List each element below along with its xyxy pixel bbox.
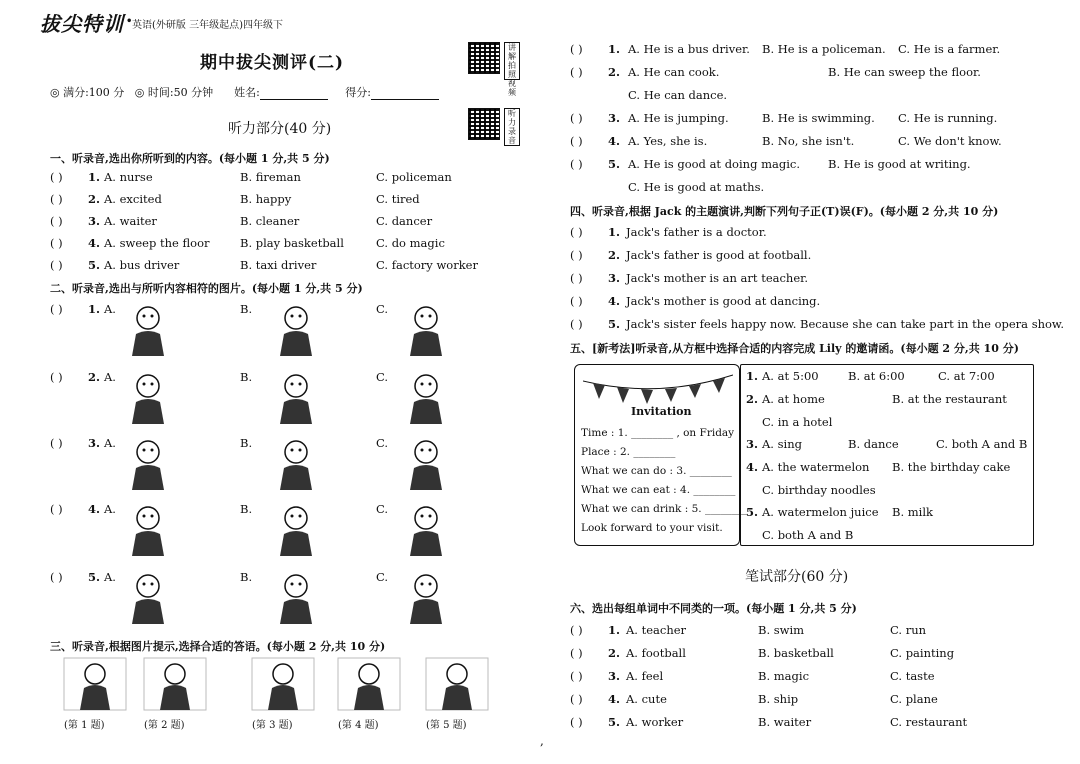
illustration-icon <box>142 656 208 712</box>
statement-text: Jack's sister feels happy now. Because she can take part in the opera show. <box>626 317 1065 331</box>
answer-bracket[interactable]: ( ) <box>570 134 583 148</box>
question-number: 2. <box>608 248 621 262</box>
question-number: 4. <box>88 236 101 250</box>
picture-option-a[interactable]: A. <box>104 502 116 516</box>
picture-caption: (第 2 题) <box>144 720 185 731</box>
option-b[interactable]: B. He is a policeman. <box>762 42 886 56</box>
option-b[interactable]: B. He is swimming. <box>762 111 875 125</box>
option-c[interactable]: C. taste <box>890 669 935 683</box>
option-b[interactable]: B. swim <box>758 623 805 637</box>
option-number: 2. <box>746 392 759 406</box>
q2-title: 二、听录音,选出与所听内容相符的图片。(每小题 1 分,共 5 分) <box>50 282 363 295</box>
option-c[interactable]: C. painting <box>890 646 955 660</box>
bunting-decoration <box>583 371 733 407</box>
option-b[interactable]: B. the birthday cake <box>892 460 1011 474</box>
card-line: Look forward to your visit. <box>581 522 723 534</box>
option-b[interactable]: B. happy <box>240 192 292 206</box>
illustration-icon[interactable] <box>122 570 174 626</box>
picture-option-c[interactable]: C. <box>376 570 389 584</box>
option-c[interactable]: C. He is good at maths. <box>628 180 765 194</box>
statement-text: Jack's father is a doctor. <box>626 225 767 239</box>
question-number: 3. <box>608 111 621 125</box>
option-c[interactable]: C. He is a farmer. <box>898 42 1001 56</box>
option-number: 4. <box>746 460 759 474</box>
question-number: 4. <box>608 134 621 148</box>
option-c[interactable]: C. birthday noodles <box>762 483 876 497</box>
option-a[interactable]: A. at home <box>762 392 825 406</box>
illustration-icon[interactable] <box>270 302 322 358</box>
question-number: 3. <box>88 436 101 450</box>
time-limit: ◎ 时间:50 分钟 <box>134 86 214 99</box>
answer-bracket[interactable]: ( ) <box>50 214 63 228</box>
option-a[interactable]: A. the watermelon <box>762 460 870 474</box>
picture-option-b[interactable]: B. <box>240 502 253 516</box>
illustration-icon[interactable] <box>122 436 174 492</box>
score-label: 得分: <box>345 86 371 99</box>
answer-bracket[interactable]: ( ) <box>50 436 63 450</box>
picture-option-c[interactable]: C. <box>376 370 389 384</box>
statement-text: Jack's mother is good at dancing. <box>626 294 821 308</box>
question-number: 4. <box>608 692 621 706</box>
option-a[interactable]: A. nurse <box>104 170 153 184</box>
statement-text: Jack's father is good at football. <box>626 248 812 262</box>
option-c[interactable]: C. We don't know. <box>898 134 1002 148</box>
illustration-icon[interactable] <box>400 370 452 426</box>
option-a[interactable]: A. Yes, she is. <box>628 134 708 148</box>
option-a[interactable]: A. sing <box>762 437 802 451</box>
question-number: 1. <box>608 623 621 637</box>
option-b[interactable]: B. play basketball <box>240 236 344 250</box>
option-c[interactable]: C. tired <box>376 192 420 206</box>
option-b[interactable]: B. at 6:00 <box>848 369 905 383</box>
qr-label: 听力录音 <box>504 108 520 146</box>
brand-logo: 拔尖特训 <box>40 12 124 36</box>
qr-label: 讲解拍照视频 <box>504 42 520 80</box>
answer-bracket[interactable]: ( ) <box>570 248 583 262</box>
picture-caption: (第 3 题) <box>252 720 293 731</box>
option-c[interactable]: C. at 7:00 <box>938 369 995 383</box>
answer-bracket[interactable]: ( ) <box>570 317 583 331</box>
card-line: What we can do : 3. ________ <box>581 465 732 477</box>
option-c[interactable]: C. run <box>890 623 927 637</box>
picture-caption: (第 5 题) <box>426 720 467 731</box>
option-b[interactable]: B. at the restaurant <box>892 392 1007 406</box>
option-a[interactable]: A. at 5:00 <box>762 369 819 383</box>
picture-option-c[interactable]: C. <box>376 302 389 316</box>
q5-title: 五、[新考法]听录音,从方框中选择合适的内容完成 Lily 的邀请函。(每小题 2 分,共 10 分) <box>570 342 1019 355</box>
answer-bracket[interactable]: ( ) <box>570 65 583 79</box>
option-a[interactable]: A. waiter <box>104 214 157 228</box>
option-a[interactable]: A. excited <box>104 192 162 206</box>
option-c[interactable]: C. He is running. <box>898 111 998 125</box>
question-number: 3. <box>88 214 101 228</box>
illustration-icon[interactable] <box>270 370 322 426</box>
picture-option-b[interactable]: B. <box>240 436 253 450</box>
footer-mark: , <box>540 734 544 748</box>
option-b[interactable]: B. fireman <box>240 170 301 184</box>
q1-title: 一、听录音,选出你所听到的内容。(每小题 1 分,共 5 分) <box>50 152 330 165</box>
option-a[interactable]: A. He is jumping. <box>628 111 729 125</box>
illustration-icon <box>250 656 316 712</box>
question-number: 1. <box>88 302 101 316</box>
illustration-icon[interactable] <box>122 502 174 558</box>
option-number: 1. <box>746 369 759 383</box>
answer-bracket[interactable]: ( ) <box>50 370 63 384</box>
score-field[interactable] <box>371 88 439 100</box>
question-number: 3. <box>608 669 621 683</box>
option-c[interactable]: C. plane <box>890 692 938 706</box>
card-line: What we can eat : 4. ________ <box>581 484 736 496</box>
answer-bracket[interactable]: ( ) <box>570 715 583 729</box>
option-b[interactable]: B. waiter <box>758 715 812 729</box>
option-a[interactable]: A. teacher <box>626 623 687 637</box>
answer-bracket[interactable]: ( ) <box>50 502 63 516</box>
answer-bracket[interactable]: ( ) <box>570 646 583 660</box>
option-b[interactable]: B. dance <box>848 437 899 451</box>
exam-meta <box>50 84 439 100</box>
card-line: What we can drink : 5. ________ <box>581 503 747 515</box>
illustration-icon <box>62 656 128 712</box>
invitation-heading: Invitation <box>631 405 692 418</box>
option-number: 3. <box>746 437 759 451</box>
question-number: 1. <box>608 42 621 56</box>
answer-bracket[interactable]: ( ) <box>50 170 63 184</box>
answer-bracket[interactable]: ( ) <box>570 111 583 125</box>
option-c[interactable]: C. do magic <box>376 236 445 250</box>
option-a[interactable]: A. cute <box>626 692 667 706</box>
answer-bracket[interactable]: ( ) <box>570 669 583 683</box>
option-c[interactable]: C. restaurant <box>890 715 968 729</box>
answer-bracket[interactable]: ( ) <box>50 570 63 584</box>
question-number: 5. <box>608 715 621 729</box>
question-number: 2. <box>88 370 101 384</box>
picture-option-a[interactable]: A. <box>104 436 116 450</box>
option-b[interactable]: B. No, she isn't. <box>762 134 855 148</box>
illustration-icon[interactable] <box>400 502 452 558</box>
answer-bracket[interactable]: ( ) <box>570 225 583 239</box>
illustration-icon <box>336 656 402 712</box>
option-a[interactable]: A. He can cook. <box>628 65 720 79</box>
illustration-icon <box>424 656 490 712</box>
picture-caption: (第 1 题) <box>64 720 105 731</box>
option-c[interactable]: C. He can dance. <box>628 88 728 102</box>
question-number: 1. <box>608 225 621 239</box>
option-a[interactable]: A. He is good at doing magic. <box>628 157 800 171</box>
header-dot: • <box>126 16 133 27</box>
answer-bracket[interactable]: ( ) <box>50 192 63 206</box>
illustration-icon[interactable] <box>270 570 322 626</box>
option-c[interactable]: C. in a hotel <box>762 415 833 429</box>
answer-bracket[interactable]: ( ) <box>50 302 63 316</box>
exam-title: 期中拔尖测评(二) <box>200 53 345 73</box>
illustration-icon[interactable] <box>400 570 452 626</box>
illustration-icon[interactable] <box>400 302 452 358</box>
option-b[interactable]: B. ship <box>758 692 799 706</box>
invitation-card <box>574 364 747 546</box>
answer-bracket[interactable]: ( ) <box>570 692 583 706</box>
q3-title: 三、听录音,根据图片提示,选择合适的答语。(每小题 2 分,共 10 分) <box>50 640 386 653</box>
answer-bracket[interactable]: ( ) <box>570 157 583 171</box>
subject-label: 英语(外研版 三年级起点)四年级下 <box>132 20 283 31</box>
option-a[interactable]: A. worker <box>626 715 684 729</box>
question-number: 1. <box>88 170 101 184</box>
picture-option-c[interactable]: C. <box>376 502 389 516</box>
answer-bracket[interactable]: ( ) <box>570 294 583 308</box>
illustration-icon[interactable] <box>270 502 322 558</box>
illustration-icon[interactable] <box>122 302 174 358</box>
q6-title: 六、选出每组单词中不同类的一项。(每小题 1 分,共 5 分) <box>570 602 857 615</box>
option-c[interactable]: C. both A and B <box>762 528 854 542</box>
option-c[interactable]: C. both A and B <box>936 437 1028 451</box>
picture-option-b[interactable]: B. <box>240 570 253 584</box>
picture-caption: (第 4 题) <box>338 720 379 731</box>
illustration-icon[interactable] <box>270 436 322 492</box>
option-c[interactable]: C. dancer <box>376 214 433 228</box>
option-b[interactable]: B. basketball <box>758 646 834 660</box>
statement-text: Jack's mother is an art teacher. <box>626 271 809 285</box>
writing-heading: 笔试部分(60 分) <box>745 569 849 585</box>
option-a[interactable]: A. football <box>626 646 686 660</box>
card-line: Place : 2. ________ <box>581 446 676 458</box>
name-label: 姓名: <box>234 86 260 99</box>
option-a[interactable]: A. He is a bus driver. <box>628 42 750 56</box>
option-c[interactable]: C. policeman <box>376 170 452 184</box>
card-line: Time : 1. ________ , on Friday <box>581 427 735 439</box>
option-b[interactable]: B. magic <box>758 669 810 683</box>
answer-bracket[interactable]: ( ) <box>50 258 63 272</box>
illustration-icon[interactable] <box>122 370 174 426</box>
option-number: 5. <box>746 505 759 519</box>
question-number: 4. <box>88 502 101 516</box>
picture-option-c[interactable]: C. <box>376 436 389 450</box>
option-a[interactable]: A. bus driver <box>104 258 180 272</box>
picture-option-b[interactable]: B. <box>240 302 253 316</box>
question-number: 4. <box>608 294 621 308</box>
picture-option-a[interactable]: A. <box>104 302 116 316</box>
picture-option-a[interactable]: A. <box>104 570 116 584</box>
option-a[interactable]: A. sweep the floor <box>104 236 210 250</box>
question-number: 5. <box>608 317 621 331</box>
question-number: 5. <box>88 258 101 272</box>
listening-heading: 听力部分(40 分) <box>228 121 332 137</box>
picture-option-a[interactable]: A. <box>104 370 116 384</box>
answer-bracket[interactable]: ( ) <box>50 236 63 250</box>
option-a[interactable]: A. watermelon juice <box>762 505 879 519</box>
name-field[interactable] <box>260 88 328 100</box>
question-number: 2. <box>608 65 621 79</box>
qr-code-icon <box>468 42 500 74</box>
option-c[interactable]: C. factory worker <box>376 258 478 272</box>
question-number: 5. <box>88 570 101 584</box>
answer-bracket[interactable]: ( ) <box>570 623 583 637</box>
option-a[interactable]: A. feel <box>626 669 664 683</box>
question-number: 3. <box>608 271 621 285</box>
option-b[interactable]: B. taxi driver <box>240 258 317 272</box>
question-number: 5. <box>608 157 621 171</box>
answer-bracket[interactable]: ( ) <box>570 42 583 56</box>
question-number: 2. <box>88 192 101 206</box>
illustration-icon[interactable] <box>400 436 452 492</box>
qr-code-icon <box>468 108 500 140</box>
picture-option-b[interactable]: B. <box>240 370 253 384</box>
question-number: 2. <box>608 646 621 660</box>
option-b[interactable]: B. He can sweep the floor. <box>828 65 981 79</box>
full-score: ◎ 满分:100 分 <box>50 86 125 99</box>
q4-title: 四、听录音,根据 Jack 的主题演讲,判断下列句子正(T)误(F)。(每小题 2 分,共 10 分) <box>570 205 999 218</box>
option-b[interactable]: B. He is good at writing. <box>828 157 971 171</box>
answer-bracket[interactable]: ( ) <box>570 271 583 285</box>
option-b[interactable]: B. cleaner <box>240 214 300 228</box>
option-b[interactable]: B. milk <box>892 505 933 519</box>
